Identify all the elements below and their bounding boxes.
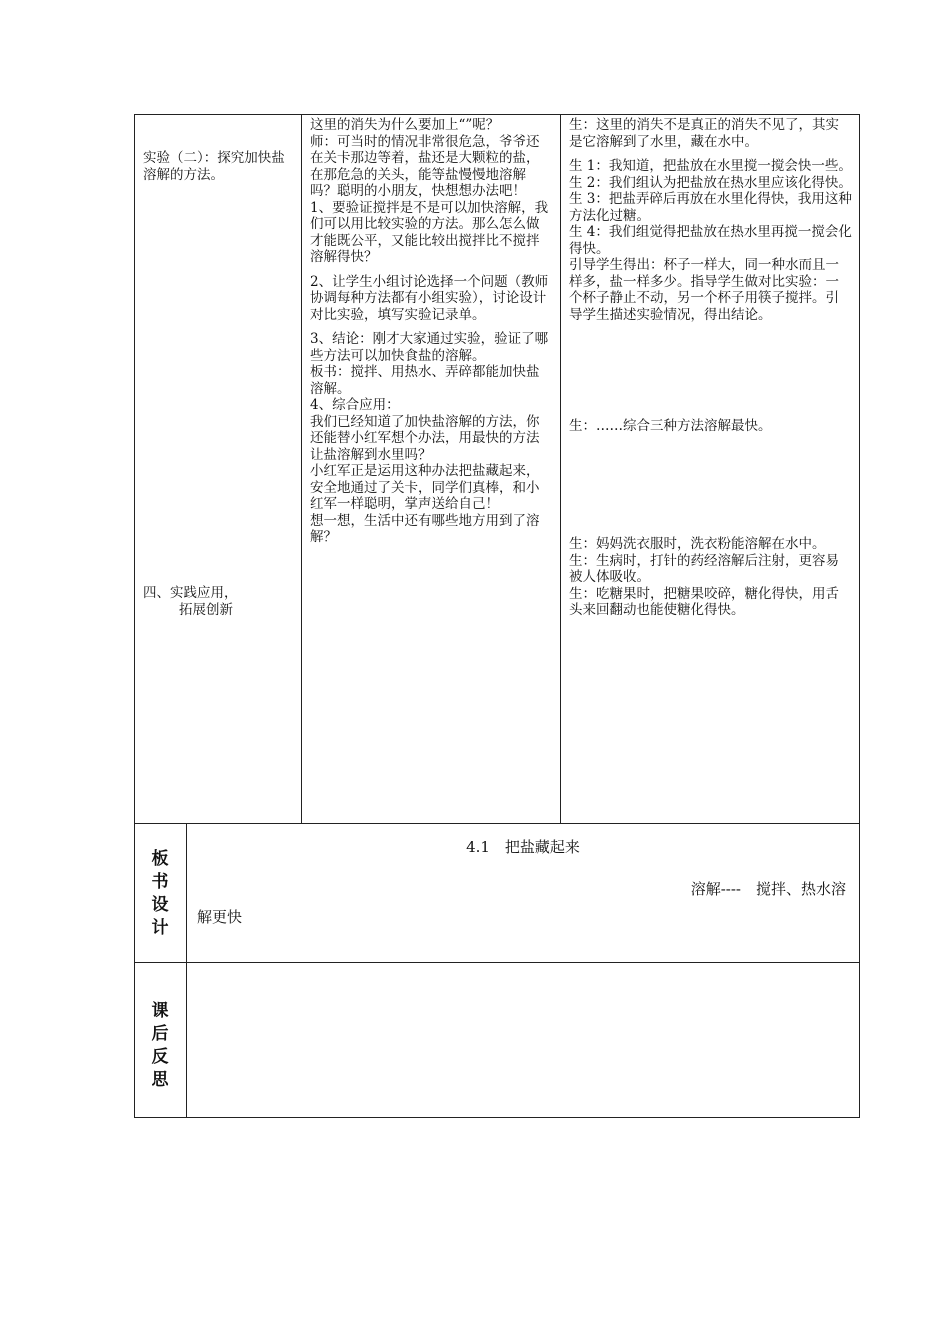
table-border-left (134, 114, 135, 1118)
teacher-activities (310, 117, 552, 546)
student-text: 生：吃糖果时，把糖果咬碎，糖化得快，用舌头来回翻动也能使糖化得快。 (569, 585, 839, 618)
reflection-content (187, 963, 859, 1117)
teacher-text: 想一想，生活中还有哪些地方用到了溶解？ (310, 512, 540, 545)
teacher-text: 4、综合应用： (310, 397, 400, 413)
board-line-2: 解更快 (197, 908, 243, 926)
student-text: 生：……综合三种方法溶解最快。 (569, 418, 772, 434)
student-text: 引导学生得出：杯子一样大，同一种水而且一样多，盐一样多少。指导学生做对比实验：一个杯子静止不动，另一个杯子用筷子搅拌。引导学生描述实验情况，得出结论。 (569, 257, 839, 323)
teacher-text: 3、结论：刚才大家通过实验，验证了哪些方法可以加快食盐的溶解。 (310, 331, 549, 364)
teacher-text: 小红军正是运用这种办法把盐藏起来，安全地通过了关卡，同学们真棒，和小红军一样聪明，掌声送给自己！ (310, 463, 540, 512)
board-line-1: 溶解---- 搅拌、热水溶 (690, 880, 846, 898)
teacher-text: 我们已经知道了加快盐溶解的方法，你还能替小红军想个办法，用最快的方法让盐溶解到水里吗？ (310, 413, 540, 463)
reflection-label: 课 后 反 思 (151, 1001, 169, 1090)
section-label-experiment2: 实验（二）：探究加快盐溶解的方法。 (143, 150, 285, 183)
column-divider-1 (301, 114, 302, 824)
teacher-text: 师：可当时的情况非常很危急，爷爷还在关卡那边等着，盐还是大颗粒的盐，在那危急的关头，能等盐慢慢地溶解吗？聪明的小朋友，快想想办法吧！ (310, 133, 540, 199)
table-border-top (134, 114, 860, 115)
student-text: 生 3：把盐弄碎后再放在水里化得快，我用这种方法化过糖。 (569, 191, 852, 224)
row-divider-board (134, 823, 860, 824)
student-text: 生：妈妈洗衣服时，洗衣粉能溶解在水中。 (569, 536, 826, 552)
student-conclusion (569, 418, 852, 435)
student-text: 生：这里的消失不是真正的消失不见了，其实是它溶解到了水里，藏在水中。 (569, 117, 839, 150)
teacher-text: 2、让学生小组讨论选择一个问题（教师协调每种方法都有小组实验），讨论设计对比实验，填写实验记录单。 (310, 273, 549, 323)
board-title: 4.1 把盐藏起来 (466, 838, 580, 856)
teacher-text: 这里的消失为什么要加上“”呢？ (310, 117, 500, 133)
table-border-bottom (134, 1117, 860, 1118)
teacher-text: 板书：搅拌、用热水、弄碎都能加快盐溶解。 (310, 364, 540, 397)
student-text: 生 4：我们组觉得把盐放在热水里再搅一搅会化得快。 (569, 224, 852, 257)
student-responses (569, 117, 852, 323)
student-text: 生 2：我们组认为把盐放在热水里应该化得快。 (569, 174, 852, 191)
board-design-label: 板 书 设 计 (151, 849, 169, 938)
table-border-right (859, 114, 860, 1118)
student-text: 生 1：我知道，把盐放在水里搅一搅会快一些。 (569, 158, 852, 174)
column-divider-2 (560, 114, 561, 824)
student-text: 生：生病时，打针的药经溶解后注射，更容易被人体吸收。 (569, 552, 839, 585)
section-label-practice: 四、实践应用， 拓展创新 (143, 585, 238, 618)
student-applications (569, 536, 852, 619)
teacher-text: 1、要验证搅拌是不是可以加快溶解，我们可以用比较实验的方法。那么怎么做才能既公平，又能比较出搅拌比不搅拌溶解得快？ (310, 199, 549, 265)
